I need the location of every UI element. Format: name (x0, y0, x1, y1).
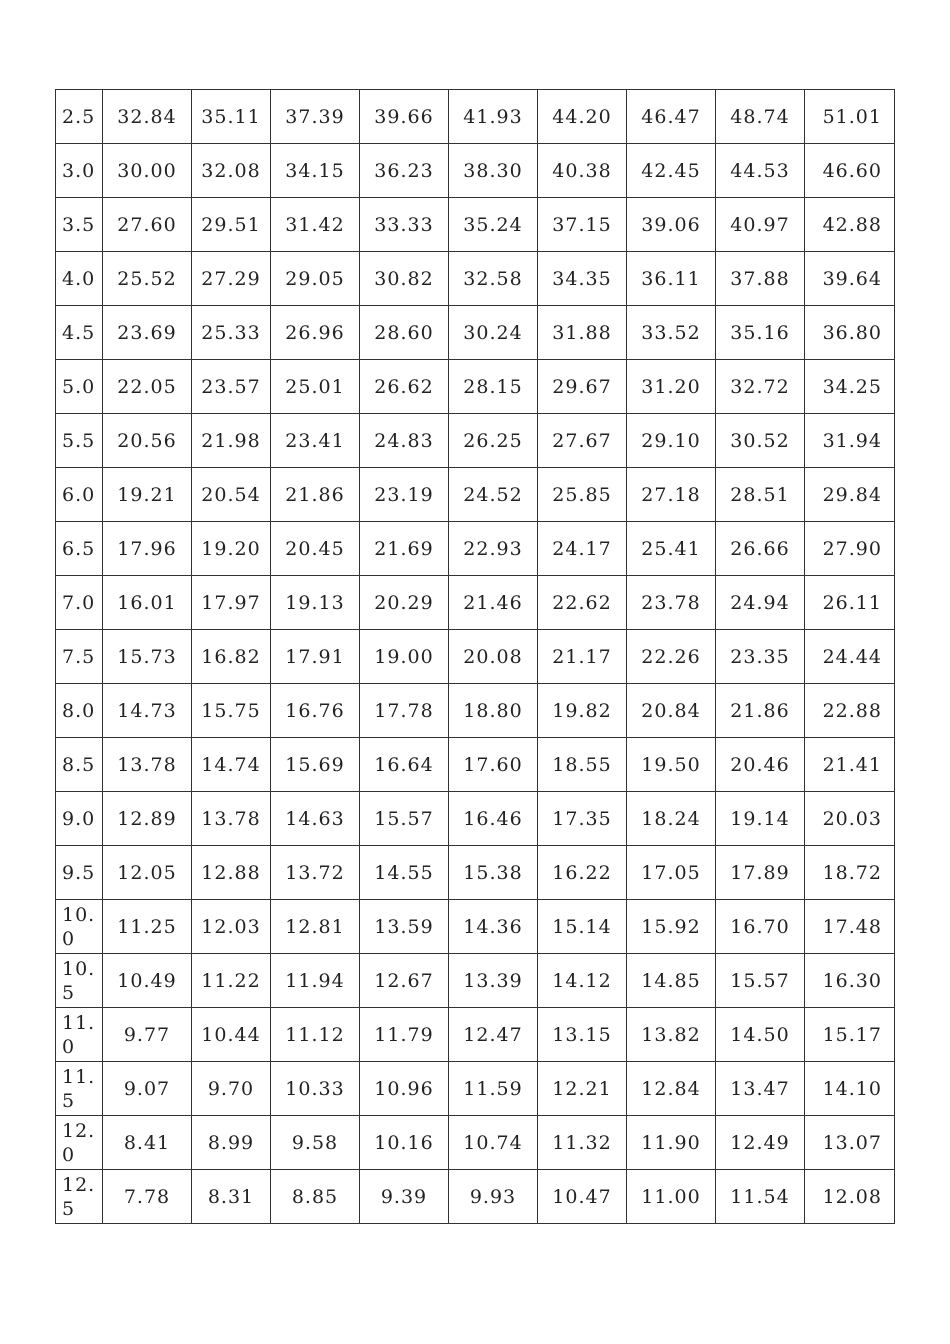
table-cell: 16.22 (538, 846, 627, 900)
table-cell: 13.07 (805, 1116, 895, 1170)
table-cell: 16.70 (716, 900, 805, 954)
row-label: 5.0 (56, 360, 103, 414)
row-label: 6.0 (56, 468, 103, 522)
table-row (56, 1008, 895, 1062)
table-cell: 41.93 (449, 90, 538, 144)
table-cell: 9.70 (192, 1062, 271, 1116)
table-cell: 22.62 (538, 576, 627, 630)
table-cell: 15.92 (627, 900, 716, 954)
table-cell: 23.41 (271, 414, 360, 468)
table-cell: 14.85 (627, 954, 716, 1008)
table-cell: 40.38 (538, 144, 627, 198)
table-cell: 20.45 (271, 522, 360, 576)
row-label: 4.5 (56, 306, 103, 360)
table-row (56, 684, 895, 738)
table-cell: 34.15 (271, 144, 360, 198)
table-cell: 25.41 (627, 522, 716, 576)
table-cell: 12.89 (103, 792, 192, 846)
table-cell: 14.73 (103, 684, 192, 738)
table-cell: 17.97 (192, 576, 271, 630)
row-label: 5.5 (56, 414, 103, 468)
table-cell: 12.81 (271, 900, 360, 954)
table-cell: 27.29 (192, 252, 271, 306)
table-cell: 36.80 (805, 306, 895, 360)
table-row (56, 846, 895, 900)
table-cell: 17.05 (627, 846, 716, 900)
table-cell: 10.96 (360, 1062, 449, 1116)
table-cell: 14.74 (192, 738, 271, 792)
table-cell: 20.46 (716, 738, 805, 792)
table-cell: 24.52 (449, 468, 538, 522)
table-cell: 10.47 (538, 1170, 627, 1224)
table-cell: 19.14 (716, 792, 805, 846)
table-cell: 31.20 (627, 360, 716, 414)
table-cell: 17.91 (271, 630, 360, 684)
table-cell: 27.90 (805, 522, 895, 576)
table-cell: 12.88 (192, 846, 271, 900)
table-cell: 9.07 (103, 1062, 192, 1116)
table-cell: 11.12 (271, 1008, 360, 1062)
table-cell: 14.50 (716, 1008, 805, 1062)
table-row (56, 630, 895, 684)
table-cell: 30.52 (716, 414, 805, 468)
table-cell: 27.18 (627, 468, 716, 522)
table-cell: 34.25 (805, 360, 895, 414)
table-cell: 36.11 (627, 252, 716, 306)
table-cell: 38.30 (449, 144, 538, 198)
table-row (56, 144, 895, 198)
table-cell: 12.47 (449, 1008, 538, 1062)
table-cell: 20.03 (805, 792, 895, 846)
table-cell: 9.58 (271, 1116, 360, 1170)
table-cell: 36.23 (360, 144, 449, 198)
table-row (56, 522, 895, 576)
table-cell: 10.49 (103, 954, 192, 1008)
table-cell: 31.88 (538, 306, 627, 360)
table-cell: 35.16 (716, 306, 805, 360)
table-cell: 21.86 (271, 468, 360, 522)
table-cell: 24.94 (716, 576, 805, 630)
table-cell: 13.82 (627, 1008, 716, 1062)
table-row (56, 1116, 895, 1170)
table-cell: 23.69 (103, 306, 192, 360)
table-cell: 13.59 (360, 900, 449, 954)
table-cell: 10.33 (271, 1062, 360, 1116)
table-cell: 26.96 (271, 306, 360, 360)
table-cell: 13.78 (103, 738, 192, 792)
table-cell: 17.78 (360, 684, 449, 738)
table-row (56, 360, 895, 414)
table-cell: 19.00 (360, 630, 449, 684)
table-cell: 33.52 (627, 306, 716, 360)
table-cell: 22.26 (627, 630, 716, 684)
table-cell: 32.84 (103, 90, 192, 144)
table-cell: 22.93 (449, 522, 538, 576)
table-cell: 16.01 (103, 576, 192, 630)
table-cell: 14.36 (449, 900, 538, 954)
table-cell: 37.39 (271, 90, 360, 144)
table-row (56, 1062, 895, 1116)
table-cell: 8.31 (192, 1170, 271, 1224)
table-cell: 17.60 (449, 738, 538, 792)
table-cell: 29.05 (271, 252, 360, 306)
table-cell: 17.35 (538, 792, 627, 846)
table-cell: 19.20 (192, 522, 271, 576)
table-cell: 10.16 (360, 1116, 449, 1170)
table-cell: 24.44 (805, 630, 895, 684)
table-cell: 11.90 (627, 1116, 716, 1170)
table-cell: 15.17 (805, 1008, 895, 1062)
table-row (56, 900, 895, 954)
table-cell: 27.67 (538, 414, 627, 468)
table-cell: 27.60 (103, 198, 192, 252)
table-cell: 21.41 (805, 738, 895, 792)
table-cell: 30.82 (360, 252, 449, 306)
table-cell: 37.15 (538, 198, 627, 252)
table-cell: 8.41 (103, 1116, 192, 1170)
table-cell: 9.39 (360, 1170, 449, 1224)
table-cell: 20.56 (103, 414, 192, 468)
table-cell: 16.82 (192, 630, 271, 684)
table-row (56, 468, 895, 522)
row-label: 8.0 (56, 684, 103, 738)
table-cell: 9.93 (449, 1170, 538, 1224)
table-cell: 29.51 (192, 198, 271, 252)
table-cell: 12.03 (192, 900, 271, 954)
table-cell: 29.84 (805, 468, 895, 522)
table-cell: 11.79 (360, 1008, 449, 1062)
table-cell: 21.17 (538, 630, 627, 684)
table-cell: 39.64 (805, 252, 895, 306)
table-cell: 39.06 (627, 198, 716, 252)
table-cell: 15.38 (449, 846, 538, 900)
table-cell: 23.19 (360, 468, 449, 522)
table-cell: 17.96 (103, 522, 192, 576)
table-cell: 13.72 (271, 846, 360, 900)
table-cell: 17.89 (716, 846, 805, 900)
table-cell: 25.85 (538, 468, 627, 522)
table-cell: 39.66 (360, 90, 449, 144)
table-cell: 11.59 (449, 1062, 538, 1116)
table-cell: 30.24 (449, 306, 538, 360)
table-cell: 11.94 (271, 954, 360, 1008)
table-cell: 26.25 (449, 414, 538, 468)
table-cell: 12.05 (103, 846, 192, 900)
table-cell: 14.12 (538, 954, 627, 1008)
table-row (56, 954, 895, 1008)
table-cell: 20.08 (449, 630, 538, 684)
table-row (56, 792, 895, 846)
table-cell: 30.00 (103, 144, 192, 198)
table-cell: 24.17 (538, 522, 627, 576)
table-cell: 31.42 (271, 198, 360, 252)
table-cell: 40.97 (716, 198, 805, 252)
row-label: 2.5 (56, 90, 103, 144)
table-cell: 29.67 (538, 360, 627, 414)
table-cell: 11.25 (103, 900, 192, 954)
table-row (56, 738, 895, 792)
table-cell: 25.52 (103, 252, 192, 306)
table-cell: 37.88 (716, 252, 805, 306)
table-row (56, 252, 895, 306)
table-cell: 20.29 (360, 576, 449, 630)
table-cell: 25.01 (271, 360, 360, 414)
table-cell: 11.54 (716, 1170, 805, 1224)
table-cell: 14.63 (271, 792, 360, 846)
table-cell: 16.76 (271, 684, 360, 738)
table-cell: 20.54 (192, 468, 271, 522)
row-label: 4.0 (56, 252, 103, 306)
table-cell: 42.88 (805, 198, 895, 252)
table-cell: 42.45 (627, 144, 716, 198)
table-cell: 28.60 (360, 306, 449, 360)
table-cell: 7.78 (103, 1170, 192, 1224)
table-cell: 22.88 (805, 684, 895, 738)
table-cell: 23.35 (716, 630, 805, 684)
table-cell: 24.83 (360, 414, 449, 468)
table-cell: 32.08 (192, 144, 271, 198)
table-cell: 8.99 (192, 1116, 271, 1170)
table-cell: 13.39 (449, 954, 538, 1008)
table-cell: 10.74 (449, 1116, 538, 1170)
table-cell: 12.84 (627, 1062, 716, 1116)
table-cell: 21.86 (716, 684, 805, 738)
table-cell: 12.67 (360, 954, 449, 1008)
table-cell: 8.85 (271, 1170, 360, 1224)
row-label: 7.0 (56, 576, 103, 630)
table-row (56, 306, 895, 360)
table-cell: 12.21 (538, 1062, 627, 1116)
table-cell: 15.14 (538, 900, 627, 954)
table-cell: 34.35 (538, 252, 627, 306)
table-row (56, 1170, 895, 1224)
table-cell: 23.57 (192, 360, 271, 414)
table-cell: 12.08 (805, 1170, 895, 1224)
table-cell: 9.77 (103, 1008, 192, 1062)
table-cell: 33.33 (360, 198, 449, 252)
table-cell: 18.80 (449, 684, 538, 738)
table-cell: 15.57 (716, 954, 805, 1008)
table-cell: 11.22 (192, 954, 271, 1008)
table-cell: 18.55 (538, 738, 627, 792)
table-cell: 15.69 (271, 738, 360, 792)
table-cell: 19.21 (103, 468, 192, 522)
table-cell: 17.48 (805, 900, 895, 954)
table-cell: 28.51 (716, 468, 805, 522)
row-label: 9.5 (56, 846, 103, 900)
row-label: 9.0 (56, 792, 103, 846)
table-cell: 25.33 (192, 306, 271, 360)
row-label: 3.0 (56, 144, 103, 198)
table-body (56, 90, 895, 1224)
table-cell: 18.72 (805, 846, 895, 900)
row-label: 11.0 (56, 1008, 103, 1062)
table-cell: 10.44 (192, 1008, 271, 1062)
table-cell: 26.11 (805, 576, 895, 630)
row-label: 12.5 (56, 1170, 103, 1224)
table-cell: 13.15 (538, 1008, 627, 1062)
table-cell: 15.75 (192, 684, 271, 738)
table-row (56, 414, 895, 468)
table-row (56, 576, 895, 630)
table-cell: 21.69 (360, 522, 449, 576)
table-cell: 14.10 (805, 1062, 895, 1116)
table-cell: 15.73 (103, 630, 192, 684)
table-cell: 21.98 (192, 414, 271, 468)
table-cell: 14.55 (360, 846, 449, 900)
table-row (56, 198, 895, 252)
row-label: 10.5 (56, 954, 103, 1008)
table-cell: 19.13 (271, 576, 360, 630)
row-label: 12.0 (56, 1116, 103, 1170)
table-cell: 23.78 (627, 576, 716, 630)
table-cell: 26.66 (716, 522, 805, 576)
table-cell: 29.10 (627, 414, 716, 468)
table-cell: 13.47 (716, 1062, 805, 1116)
table-cell: 18.24 (627, 792, 716, 846)
row-label: 8.5 (56, 738, 103, 792)
table-cell: 16.46 (449, 792, 538, 846)
table-cell: 31.94 (805, 414, 895, 468)
table-row (56, 90, 895, 144)
data-table (55, 89, 895, 1224)
table-cell: 44.53 (716, 144, 805, 198)
row-label: 7.5 (56, 630, 103, 684)
table-cell: 22.05 (103, 360, 192, 414)
row-label: 10.0 (56, 900, 103, 954)
table-cell: 11.00 (627, 1170, 716, 1224)
table-cell: 35.11 (192, 90, 271, 144)
table-cell: 51.01 (805, 90, 895, 144)
row-label: 6.5 (56, 522, 103, 576)
row-label: 3.5 (56, 198, 103, 252)
table-cell: 35.24 (449, 198, 538, 252)
table-cell: 48.74 (716, 90, 805, 144)
table-cell: 46.47 (627, 90, 716, 144)
table-cell: 16.64 (360, 738, 449, 792)
table-cell: 19.50 (627, 738, 716, 792)
row-label: 11.5 (56, 1062, 103, 1116)
table-cell: 32.58 (449, 252, 538, 306)
table-cell: 16.30 (805, 954, 895, 1008)
table-cell: 28.15 (449, 360, 538, 414)
table-cell: 19.82 (538, 684, 627, 738)
table-cell: 12.49 (716, 1116, 805, 1170)
table-cell: 46.60 (805, 144, 895, 198)
table-cell: 44.20 (538, 90, 627, 144)
table-cell: 26.62 (360, 360, 449, 414)
table-cell: 13.78 (192, 792, 271, 846)
table-cell: 20.84 (627, 684, 716, 738)
table-cell: 15.57 (360, 792, 449, 846)
table-cell: 11.32 (538, 1116, 627, 1170)
table-cell: 21.46 (449, 576, 538, 630)
table-cell: 32.72 (716, 360, 805, 414)
